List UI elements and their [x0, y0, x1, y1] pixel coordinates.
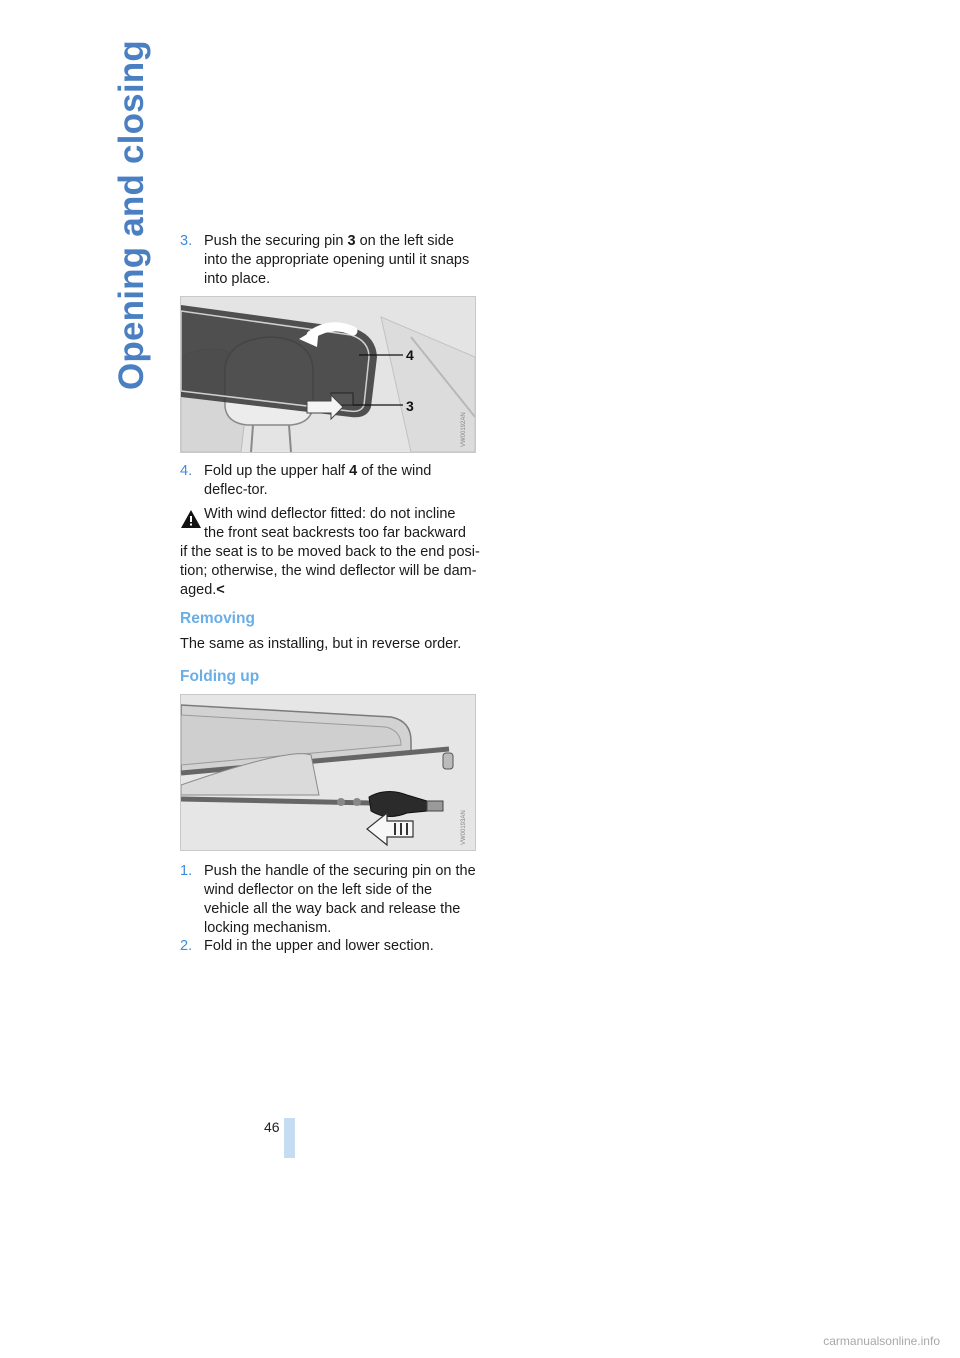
heading-removing: Removing: [180, 610, 255, 627]
warning-line: With wind deflector fitted: do not incline: [204, 506, 456, 522]
figure-folding-up: [180, 694, 476, 851]
page-number: 46: [264, 1119, 280, 1135]
folding-step-1: [180, 862, 476, 938]
page-marker-bar: [284, 1118, 295, 1158]
figure-code: VW00192AN: [461, 412, 467, 447]
heading-folding-up: Folding up: [180, 668, 260, 685]
warning-triangle-icon: [180, 509, 202, 529]
step-text: Fold in the upper and lower section.: [204, 938, 434, 954]
step-number: 1.: [180, 863, 193, 879]
step-number: 3.: [180, 233, 193, 249]
watermark: carmanualsonline.info: [823, 1334, 940, 1348]
warning-line: if the seat is to be moved back to the end posi-: [180, 544, 480, 560]
warning-note: [180, 505, 480, 600]
warning-line: the front seat backrests too far backward: [204, 525, 466, 541]
figure-code: VW00193AN: [461, 810, 467, 845]
folding-step-2: [180, 937, 476, 956]
end-mark: <: [216, 582, 225, 598]
section-title-vertical: Opening and closing: [112, 40, 151, 390]
step-4: [180, 462, 476, 500]
folded-deflector-illustration: [181, 695, 475, 850]
callout-4: 4: [406, 347, 414, 363]
step-text: Fold up the upper half 4 of the wind deflec-tor.: [204, 463, 432, 498]
removing-text: The same as installing, but in reverse order.: [180, 636, 462, 652]
wind-deflector-illustration: [181, 297, 475, 452]
step-number: 2.: [180, 938, 193, 954]
step-text: Push the handle of the securing pin on the wind deflector on the left side of the vehicle all the way back and release the locking mechanism.: [204, 863, 476, 936]
step-text: Push the securing pin 3 on the left side into the appropriate opening until it snaps into place.: [204, 233, 470, 287]
callout-3: 3: [406, 398, 414, 414]
warning-line: aged.<: [180, 582, 225, 598]
step-3: [180, 232, 476, 289]
step-number: 4.: [180, 463, 193, 479]
figure-securing-pin: [180, 296, 476, 453]
warning-line: tion; otherwise, the wind deflector will be dam-: [180, 563, 477, 579]
